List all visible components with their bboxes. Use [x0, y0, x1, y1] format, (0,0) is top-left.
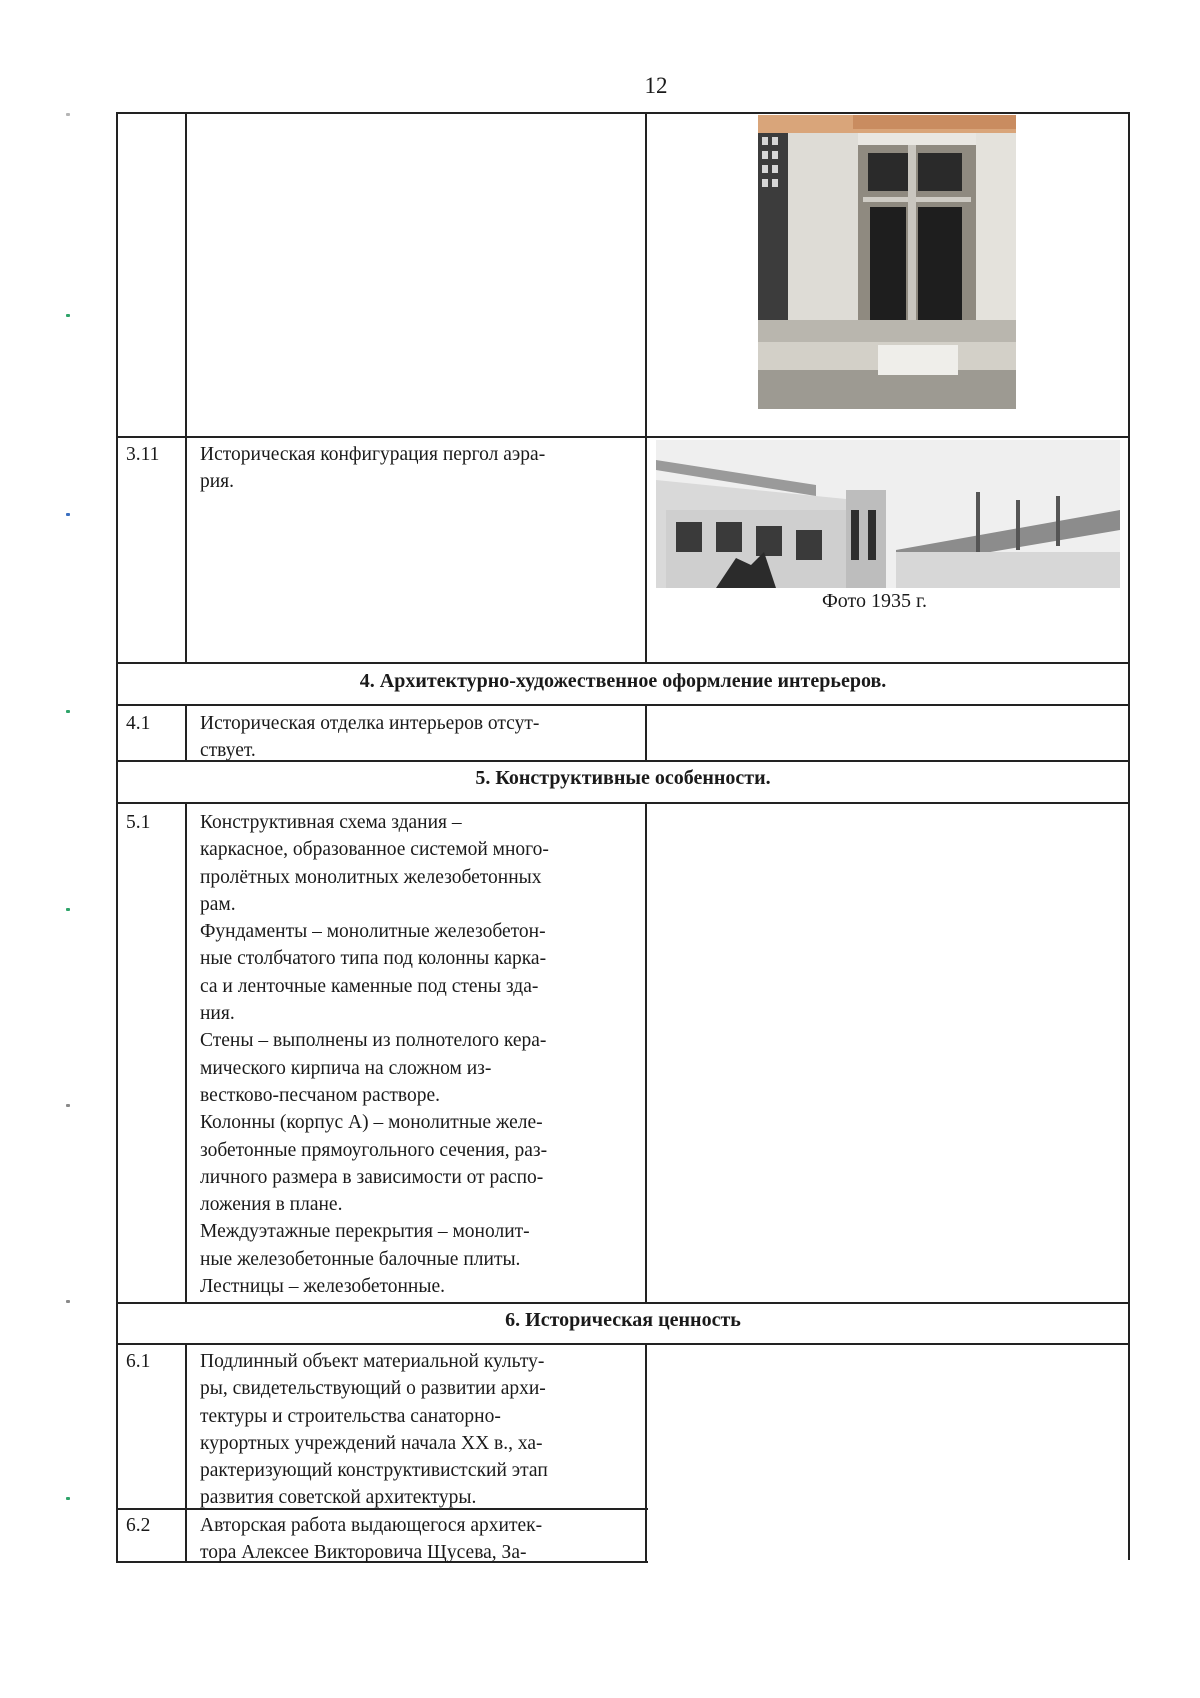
row-number: 6.2 [126, 1515, 151, 1536]
row-number: 3.11 [126, 444, 160, 465]
page-number: 12 [644, 73, 668, 98]
row-description: Подлинный объект материальной культу- ры, свидетельствующий о развитии архи- тектуры и строительства санаторно- курортных учреждений начала ХХ в., ха- рактеризующий конструктивистский этап развития советской архитектуры. [200, 1351, 548, 1509]
section-heading-5: 5. Конструктивные особенности. [475, 767, 771, 789]
row-description: Конструктивная схема здания – каркасное, образованное системой много- пролётных монолитных железобетонных рам. Фундаменты – монолитные железобетон- ные столбчатого типа под колонны карка- са и ленточные каменные под стены зда- ния. Стены – выполнены из полнотелого кера- мического кирпича на сложном из- вестково-песчаном растворе. Колонны (корпус А) – монолитные желе- зобетонные прямоугольного сечения, раз- личного размера в зависимости от распо- ложения в плане. Междуэтажные перекрытия – монолит- ные железобетонные балочные плиты. Лестницы – железобетонные. [200, 812, 549, 1298]
window-photo [758, 115, 1016, 409]
photo-caption: Фото 1935 г. [822, 590, 927, 612]
section-heading-4: 4. Архитектурно-художественное оформление интерьеров. [359, 670, 887, 692]
pergola-photo [656, 440, 1120, 588]
section-heading-6: 6. Историческая ценность [505, 1309, 741, 1331]
row-number: 6.1 [126, 1351, 151, 1372]
row-description: Историческая отделка интерьеров отсут- ствует. [200, 713, 540, 762]
row-description: Авторская работа выдающегося архитек- тора Алексее Викторовича Щусева, За- [200, 1515, 543, 1564]
row-description: Историческая конфигурация пергол аэра- рия. [200, 444, 546, 493]
row-number: 5.1 [126, 812, 151, 833]
row-number: 4.1 [126, 713, 151, 734]
